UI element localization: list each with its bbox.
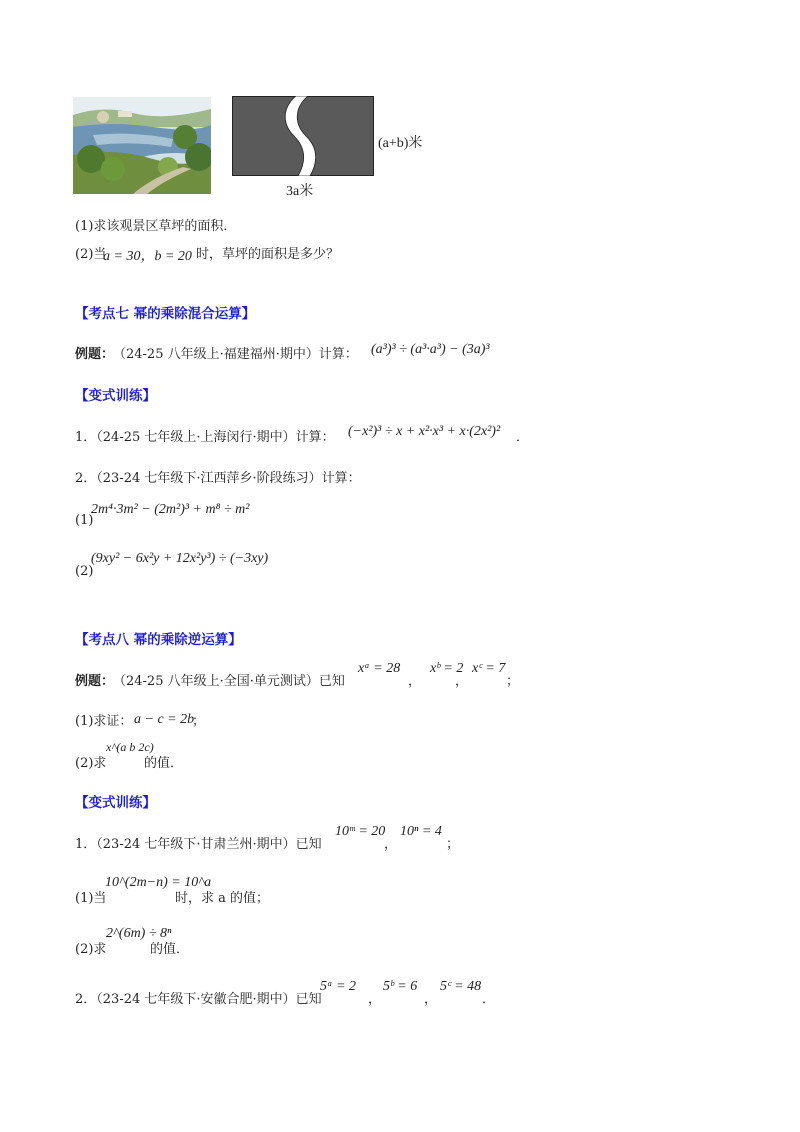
example-8-q2-label: (2)求	[75, 756, 107, 771]
example-8-semicolon: ；	[506, 674, 520, 689]
practice-8-1b-suffix: 的值．	[150, 942, 190, 957]
practice-7-2b-label: (2)	[75, 564, 94, 579]
practice-8-2-m1: 5ᵃ = 2	[320, 979, 357, 994]
example-source-8: （24-25 八年级上·全国·单元测试）已知	[113, 674, 345, 689]
example-8-comma-1: ，	[408, 674, 422, 689]
example-8-q2-end: 的值．	[144, 756, 184, 771]
practice-7-2a-expression: 2m⁴·3m² − (2m²)³ + m⁸ ÷ m²	[91, 502, 250, 517]
example-8-q2-math: x^(a b 2c)	[106, 740, 154, 754]
example-8-q1-end: ；	[192, 714, 206, 729]
practice-7-1-end: ．	[516, 430, 530, 445]
practice-8-1a-math: 10^(2m−n) = 10^a	[105, 875, 212, 890]
practice-8-2-end: ．	[482, 992, 496, 1007]
side-length-label: (a+b)米	[378, 136, 423, 151]
section-7-header: 【考点七 幂的乘除混合运算】	[75, 306, 256, 322]
practice-8-1-semicolon: ；	[446, 837, 460, 852]
practice-7-2: 2．（23-24 七年级下·江西萍乡·阶段练习）计算：	[75, 471, 361, 486]
practice-8-1b-prefix: (2)求	[75, 942, 107, 957]
example-8-m1: xᵃ = 28	[358, 661, 401, 676]
example-label: 例题：	[75, 347, 115, 362]
example-8-comma-2: ，	[455, 674, 469, 689]
practice-8-1: 1．（23-24 七年级下·甘肃兰州·期中）已知	[75, 837, 322, 852]
practice-8-1-m2: 10ⁿ = 4	[400, 824, 442, 839]
practice-7-2b-expression: (9xy² − 6x²y + 12x²y³) ÷ (−3xy)	[91, 551, 269, 566]
practice-8-2-comma-1: ，	[368, 992, 382, 1007]
practice-8-1a-prefix: (1)当	[75, 891, 107, 906]
lawn-diagram	[232, 96, 374, 176]
section-8-header: 【考点八 幂的乘除逆运算】	[75, 632, 242, 648]
practice-8-1a-suffix: 时，求 a 的值；	[175, 891, 270, 906]
practice-header-8: 【变式训练】	[75, 795, 156, 811]
example-label-8: 例题：	[75, 674, 115, 689]
example-expression: (a³)³ ÷ (a³·a³) − (3a)³	[371, 342, 490, 357]
practice-8-1b-math: 2^(6m) ÷ 8ⁿ	[106, 926, 172, 941]
question-2-prefix: (2)当	[75, 247, 107, 262]
practice-8-2-m2: 5ᵇ = 6	[383, 979, 418, 994]
example-8-q1-label: (1)求证：	[75, 714, 133, 729]
example-source: （24-25 八年级上·福建福州·期中）计算：	[113, 347, 358, 362]
practice-8-2-m3: 5ᶜ = 48	[440, 979, 482, 994]
bottom-length-label: 3a米	[286, 184, 314, 199]
practice-7-1: 1．（24-25 七年级上·上海闵行·期中）计算：	[75, 430, 335, 445]
example-8-m2: xᵇ = 2	[430, 661, 464, 676]
practice-header-7: 【变式训练】	[75, 388, 156, 404]
example-8-m3: xᶜ = 7	[472, 661, 506, 676]
practice-8-2: 2．（23-24 七年级下·安徽合肥·期中）已知	[75, 992, 322, 1007]
practice-7-2a-label: (1)	[75, 513, 94, 528]
practice-8-2-comma-2: ，	[424, 992, 438, 1007]
park-photo	[73, 97, 211, 194]
question-2-suffix: 时，草坪的面积是多少？	[196, 247, 340, 262]
practice-8-1-comma: ，	[384, 837, 398, 852]
practice-7-1-expression: (−x²)³ ÷ x + x²·x³ + x·(2x²)²	[348, 424, 501, 439]
example-8-q1-math: a − c = 2b	[134, 712, 195, 727]
practice-8-1-m1: 10ᵐ = 20	[335, 824, 386, 839]
question-2-math: a = 30，b = 20	[103, 249, 192, 264]
question-1: (1)求该观景区草坪的面积．	[75, 219, 237, 234]
